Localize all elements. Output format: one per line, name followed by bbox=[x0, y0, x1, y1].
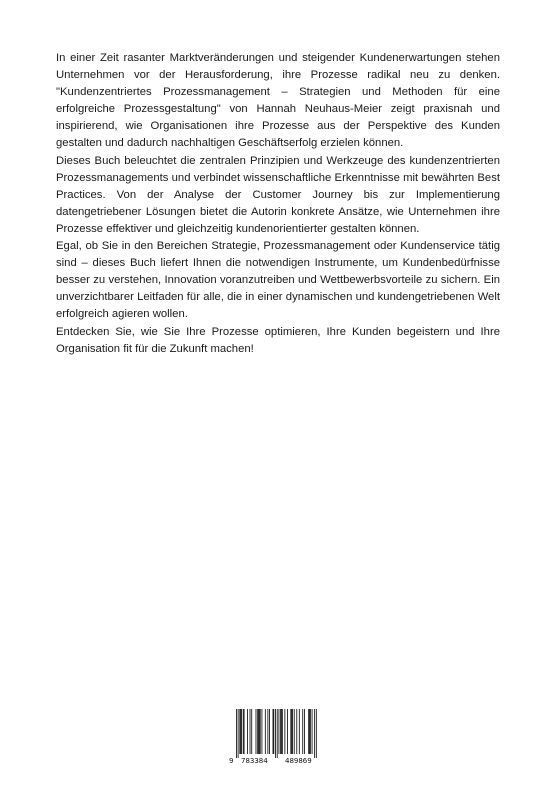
barcode-bar bbox=[250, 709, 251, 754]
barcode-bar bbox=[239, 709, 240, 754]
barcode-bar bbox=[265, 709, 266, 754]
barcode-bar bbox=[259, 709, 260, 754]
barcode-right-group: 489869 bbox=[285, 756, 312, 765]
barcode-left-group: 783384 bbox=[241, 756, 268, 765]
barcode-bar bbox=[258, 709, 259, 754]
barcode-bar bbox=[269, 709, 270, 754]
barcode-bar bbox=[244, 709, 245, 754]
barcode-bar bbox=[277, 709, 278, 758]
blurb-paragraph-2: Dieses Buch beleuchtet die zentralen Prinzipien und Werkzeuge des kundenzentrierten Prozessmanagements und verbindet wissenschaftliche Erkenntnisse mit bewährten Best Practices. Von der Analyse der Customer Journey bis zur Implementierung datengetriebener Lösungen bietet die Autorin konkrete Ansätze, wie Unternehmen ihre Prozesse effektiver und gleichzeitig kundenorientierter gestalten können. bbox=[56, 154, 500, 235]
barcode-bar bbox=[256, 709, 257, 754]
barcode-bar bbox=[236, 709, 237, 758]
barcode-bar bbox=[280, 709, 281, 754]
barcode-bar bbox=[292, 709, 293, 754]
barcode-bar bbox=[281, 709, 282, 754]
barcode-bar bbox=[243, 709, 244, 754]
barcode-bar bbox=[282, 709, 283, 754]
barcode-bar bbox=[251, 709, 252, 754]
barcode-bar bbox=[290, 709, 291, 754]
barcode-bar bbox=[241, 709, 242, 754]
barcode-bar bbox=[314, 709, 315, 758]
barcode-bar bbox=[273, 709, 274, 754]
barcode-bar bbox=[308, 709, 309, 754]
blurb-paragraph-4: Entdecken Sie, wie Sie Ihre Prozesse optimieren, Ihre Kunden begeistern und Ihre Organisation fit für die Zukunft machen! bbox=[56, 325, 500, 355]
barcode-bar bbox=[302, 709, 303, 754]
barcode-bar bbox=[304, 709, 305, 754]
barcode-bar bbox=[240, 709, 241, 754]
blurb-paragraph-3: Egal, ob Sie in den Bereichen Strategie, Prozessmanagement oder Kundenservice tätig sind – dieses Buch liefert Ihnen die notwendigen Instrumente, um Kundenbedürfnisse besser zu verstehen, Innovation voranzutreiben und Wettbewerbsvorteile zu sichern. Ein unverzichtbarer Leitfaden für alle, die in einer dynamischen und kundengetriebenen Welt erfolgreich agieren wollen. bbox=[56, 240, 500, 321]
barcode-first-digit: 9 bbox=[229, 756, 234, 765]
barcode-bar bbox=[309, 709, 310, 754]
barcode-bar bbox=[257, 709, 258, 754]
barcode-bar bbox=[238, 709, 239, 758]
isbn-barcode bbox=[227, 706, 325, 768]
barcode-bar bbox=[247, 709, 248, 754]
barcode-bar bbox=[312, 709, 313, 754]
blurb-paragraph-1: In einer Zeit rasanter Marktveränderungen und steigender Kundenerwartungen stehen Unternehmen vor der Herausforderung, ihre Prozesse radikal neu zu denken. "Kundenzentriertes Prozessmanagement – Strategien und Methoden für eine erfolgreiche Prozessgestaltung" von Hannah Neuhaus-Meier zeigt praxisnah und inspirierend, wie Organisationen ihre Prozesse aus der Perspektive des Kunden gestalten und dadurch nachhaltigen Geschäftserfolg erzielen können. bbox=[56, 52, 500, 150]
barcode-bar bbox=[291, 709, 292, 754]
barcode-bar bbox=[294, 709, 295, 754]
barcode-bar bbox=[260, 709, 261, 754]
barcode-bar bbox=[296, 709, 297, 754]
barcode-digits bbox=[227, 755, 325, 767]
barcode-bar bbox=[310, 709, 311, 754]
barcode-bar bbox=[273, 709, 274, 754]
barcode-bar bbox=[279, 709, 280, 754]
barcode-bar bbox=[287, 709, 288, 754]
barcode-bar bbox=[275, 709, 276, 758]
back-cover-blurb bbox=[56, 50, 500, 358]
barcode-bar bbox=[262, 709, 263, 754]
barcode-bar bbox=[299, 709, 300, 754]
barcode-bar bbox=[316, 709, 317, 758]
barcode-bar bbox=[284, 709, 285, 754]
barcode-bar bbox=[267, 709, 268, 754]
